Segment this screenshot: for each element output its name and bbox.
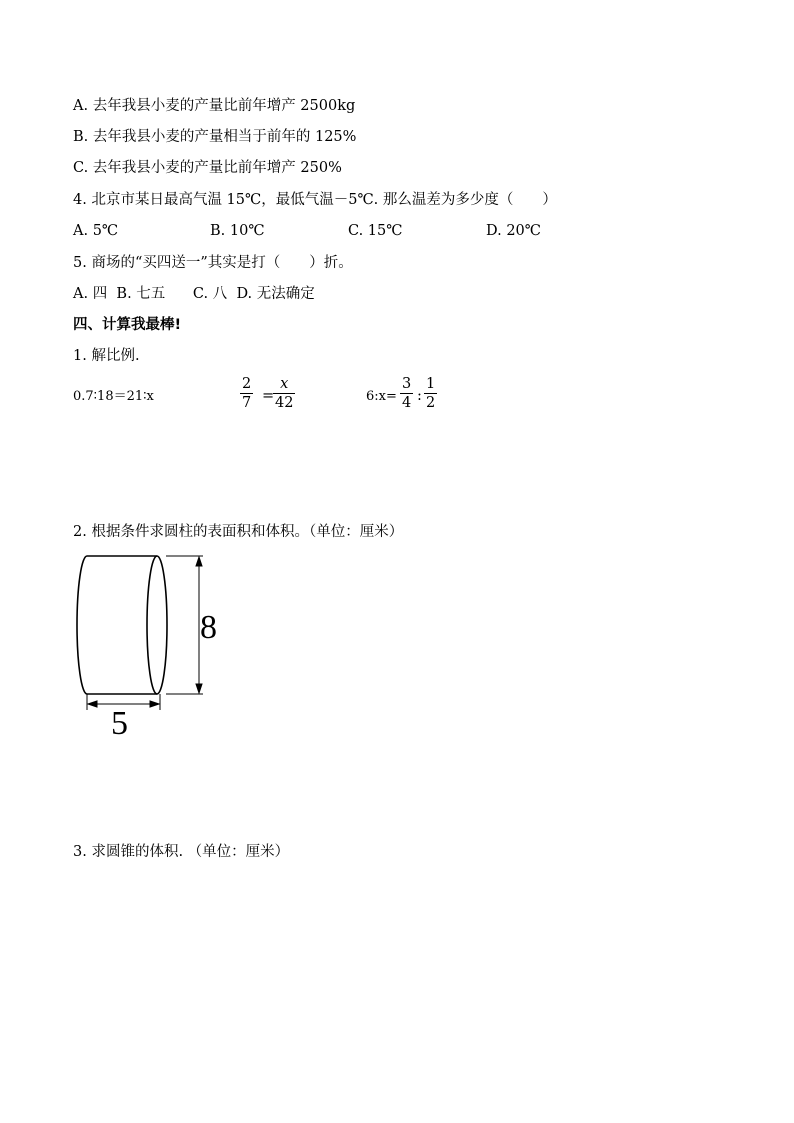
proportion-equation-1: 0.7∶18＝21∶x <box>73 389 154 404</box>
q4-option-c: C. 15℃ <box>348 223 403 239</box>
numerator: x <box>280 376 289 392</box>
q4-option-d: D. 20℃ <box>486 223 541 239</box>
q4-option-b: B. 10℃ <box>210 223 265 239</box>
arrow-down-icon <box>196 684 202 693</box>
diameter-label: 5 <box>111 705 128 742</box>
q3-option-c: C. 去年我县小麦的产量比前年增产 250% <box>73 160 342 176</box>
numerator: 3 <box>402 376 412 392</box>
section-heading-4: 四、计算我最棒! <box>73 317 182 333</box>
numerator: 1 <box>426 376 436 392</box>
question-4: 4. 北京市某日最高气温 15℃，最低气温－5℃. 那么温差为多少度（ ） <box>73 192 557 208</box>
arrow-up-icon <box>196 557 202 566</box>
denominator: 7 <box>242 395 252 411</box>
denominator: 4 <box>402 395 412 411</box>
ratio-colon: : <box>417 388 422 404</box>
problem-2-title: 2. 根据条件求圆柱的表面积和体积。（单位：厘米） <box>73 524 404 540</box>
q5-options: A. 四 B. 七五 C. 八 D. 无法确定 <box>73 286 315 302</box>
equals-sign: = <box>262 388 275 404</box>
q3-option-a: A. 去年我县小麦的产量比前年增产 2500kg <box>73 98 356 114</box>
cylinder-right-face <box>147 556 167 694</box>
question-5: 5. 商场的“买四送一”其实是打（ ）折。 <box>73 255 353 271</box>
denominator: 2 <box>426 395 436 411</box>
arrow-left-icon <box>88 701 97 707</box>
numerator: 2 <box>242 376 252 392</box>
arrow-right-icon <box>150 701 159 707</box>
height-label: 8 <box>200 609 217 646</box>
denominator: 42 <box>275 395 294 411</box>
problem-3-title: 3. 求圆锥的体积. （单位：厘米） <box>73 844 290 860</box>
equation-3-prefix: 6:x= <box>366 389 397 404</box>
cylinder-left-edge <box>77 556 87 694</box>
q3-option-b: B. 去年我县小麦的产量相当于前年的 125% <box>73 129 357 145</box>
q4-option-a: A. 5℃ <box>73 223 119 239</box>
problem-1-title: 1. 解比例. <box>73 348 140 364</box>
